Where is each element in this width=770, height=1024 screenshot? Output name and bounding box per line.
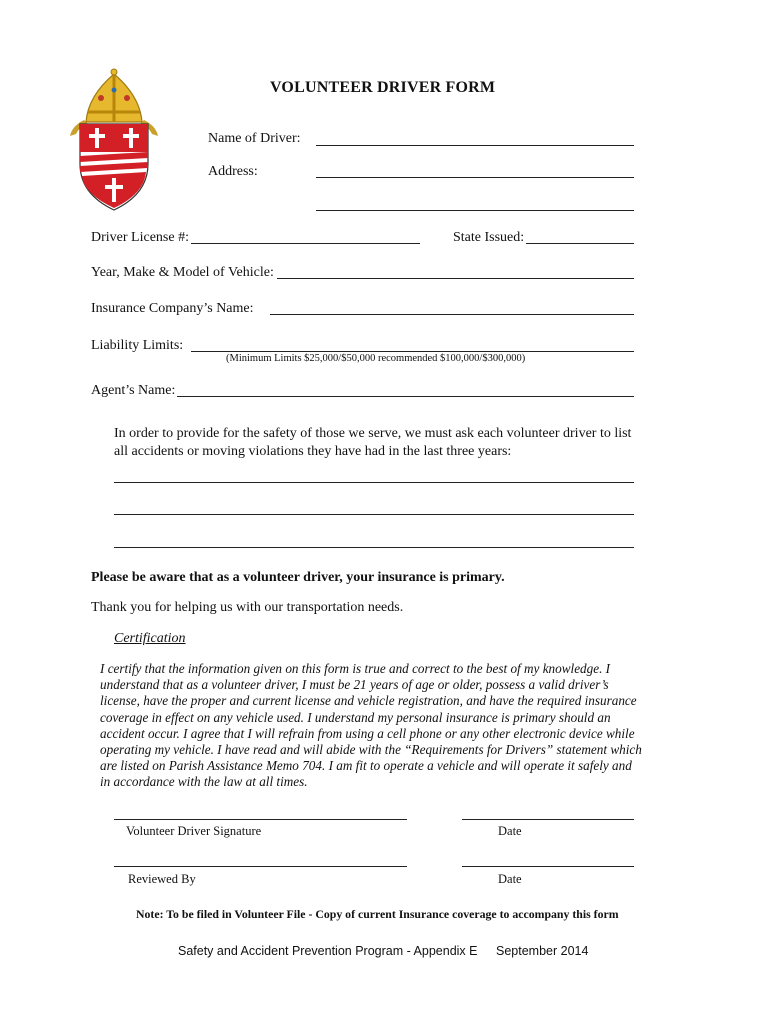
insurance-primary-notice: Please be aware that as a volunteer driver, your insurance is primary. bbox=[91, 570, 505, 585]
driver-signature-date-field[interactable] bbox=[462, 819, 634, 820]
driver-signature-field[interactable] bbox=[114, 819, 407, 820]
address-field-line2[interactable] bbox=[316, 210, 634, 211]
footer-date: September 2014 bbox=[496, 944, 589, 958]
driver-license-label: Driver License #: bbox=[91, 230, 189, 245]
reviewed-by-date-field[interactable] bbox=[462, 866, 634, 867]
certification-line: accident occur. I agree that I will refrain from using a cell phone or any other electronic device while bbox=[100, 725, 635, 741]
address-label: Address: bbox=[208, 164, 258, 179]
certification-line: operating my vehicle. I have read and will abide with the “Requirements for Drivers” statement which bbox=[100, 742, 642, 758]
insurance-company-field[interactable] bbox=[270, 314, 634, 315]
accidents-field-line2[interactable] bbox=[114, 514, 634, 515]
certification-line: I certify that the information given on this form is true and correct to the best of my knowledge. I bbox=[100, 661, 611, 676]
insurance-company-label: Insurance Company’s Name: bbox=[91, 301, 254, 316]
liability-limits-label: Liability Limits: bbox=[91, 338, 184, 353]
liability-limits-field[interactable] bbox=[191, 351, 634, 352]
certification-line: in accordance with the law at all times. bbox=[100, 774, 308, 790]
state-issued-field[interactable] bbox=[526, 243, 634, 244]
footer-program: Safety and Accident Prevention Program - Appendix E bbox=[178, 944, 478, 958]
certification-heading: Certification bbox=[114, 631, 186, 646]
diocese-coat-of-arms-logo bbox=[66, 68, 162, 214]
accidents-field-line3[interactable] bbox=[114, 547, 634, 548]
certification-line: license, have the proper and current license and vehicle registration, and have the required insurance bbox=[100, 693, 637, 709]
name-of-driver-field[interactable] bbox=[316, 145, 634, 146]
accidents-instructions-line1: In order to provide for the safety of those we serve, we must ask each volunteer driver to list bbox=[114, 426, 632, 441]
agent-name-label: Agent’s Name: bbox=[91, 383, 176, 398]
certification-line: understand that as a volunteer driver, I must be 21 years of age or older, possess a valid driver’s bbox=[100, 677, 609, 693]
certification-line: are listed on Parish Assistance Memo 704. I am fit to operate a vehicle and will operate it safely and bbox=[100, 758, 632, 774]
state-issued-label: State Issued: bbox=[453, 230, 525, 245]
thank-you-text: Thank you for helping us with our transportation needs. bbox=[91, 600, 404, 615]
reviewed-by-date-label: Date bbox=[498, 872, 522, 886]
vehicle-field[interactable] bbox=[277, 278, 634, 279]
name-of-driver-label: Name of Driver: bbox=[208, 131, 301, 146]
liability-limits-note: (Minimum Limits $25,000/$50,000 recommended $100,000/$300,000) bbox=[226, 353, 526, 364]
accidents-instructions-line2: all accidents or moving violations they have had in the last three years: bbox=[114, 444, 512, 459]
agent-name-field[interactable] bbox=[177, 396, 634, 397]
reviewed-by-field[interactable] bbox=[114, 866, 407, 867]
certification-line: coverage in effect on any vehicle used. I understand my personal insurance is primary should an bbox=[100, 709, 611, 725]
filing-note: Note: To be filed in Volunteer File - Copy of current Insurance coverage to accompany this form bbox=[136, 907, 619, 921]
vehicle-label: Year, Make & Model of Vehicle: bbox=[91, 265, 274, 280]
driver-signature-label: Volunteer Driver Signature bbox=[126, 824, 262, 838]
reviewed-by-label: Reviewed By bbox=[128, 872, 196, 886]
accidents-field-line1[interactable] bbox=[114, 482, 634, 483]
driver-signature-date-label: Date bbox=[498, 824, 522, 838]
driver-license-field[interactable] bbox=[191, 243, 420, 244]
certification-text bbox=[100, 661, 672, 791]
form-title: VOLUNTEER DRIVER FORM bbox=[270, 79, 496, 96]
address-field-line1[interactable] bbox=[316, 177, 634, 178]
